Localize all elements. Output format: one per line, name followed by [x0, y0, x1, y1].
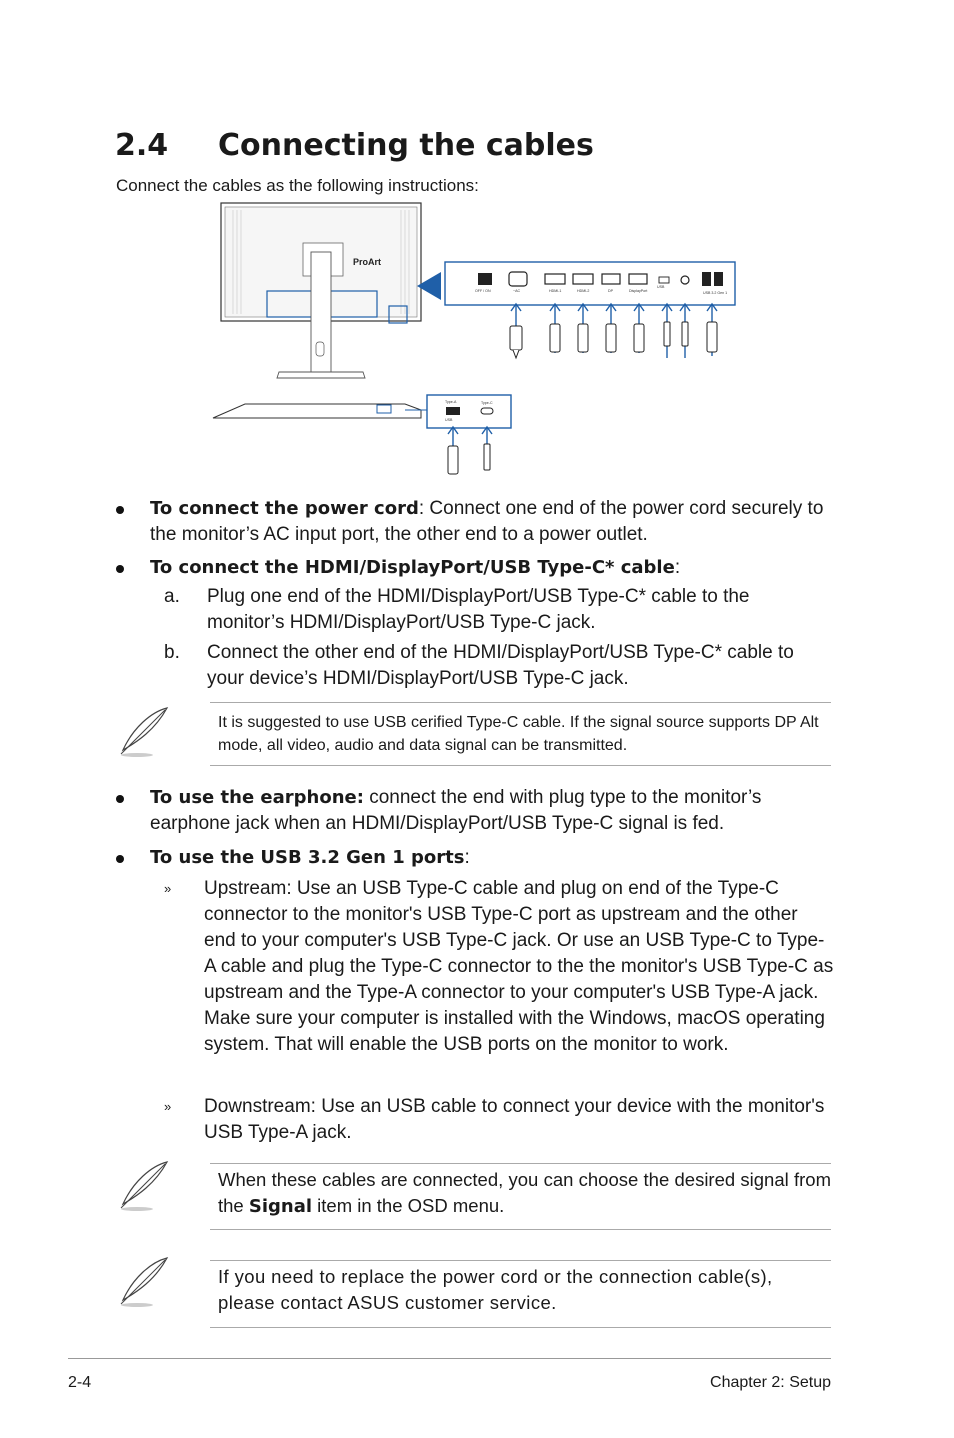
bullet-earphone [116, 785, 832, 837]
step-marker: b. [164, 642, 180, 663]
side-label-usb: USB [445, 418, 453, 422]
brand-logo: ProArt [353, 257, 382, 267]
rear-cables [510, 304, 717, 358]
bullet-hdmi-cable [116, 555, 832, 581]
bullet-label: To use the earphone: [150, 787, 364, 808]
list-marker: » [164, 1099, 172, 1114]
port-label-usb3: USB 3.2 Gen 1 [703, 291, 728, 295]
intro-text: Connect the cables as the following instructions: [116, 176, 479, 195]
side-label-type-c: Type-C [481, 401, 493, 405]
rear-port-panel [445, 262, 735, 305]
port-label-dp: DP [608, 289, 613, 293]
port-label-ac: ~AC [513, 289, 521, 293]
list-text: Upstream: Use an USB Type-C cable and plug on end of the Type-C connector to the monitor's USB Type-C port as upstream and the other end to your computer's USB Type-C jack. Or use an USB Type-C to Type-A cable and plug the Type-C connector to the the monitor's USB Type-C as upstream and the Type-A connector to your computer's USB Type-A jack. Make sure your computer is installed with the Windows, macOS operating system. That will enable the USB ports on the monitor to work. [204, 878, 834, 1055]
section-title: Connecting the cables [218, 128, 594, 163]
step-b [164, 640, 824, 692]
bullet-dot [116, 855, 124, 863]
section-number: 2.4 [115, 128, 169, 163]
bullet-label: To use the USB 3.2 Gen 1 ports [150, 847, 465, 868]
side-label-type-a: Type-A [445, 400, 457, 404]
usb-downstream-item [164, 1094, 834, 1146]
bullet-text: : Connect one end of the power cord securely to the monitor’s AC input port, the other end to a power outlet. [150, 498, 824, 545]
note-text [218, 1164, 831, 1229]
note-text-part: When these cables are connected, you can choose the desired signal from the [218, 1169, 831, 1216]
note-text: It is suggested to use USB cerified Type-C cable. If the signal source supports DP Alt mode, all video, audio and data signal can be transmitted. [218, 714, 819, 754]
port-label-hdmi1: HDMI-1 [549, 289, 562, 293]
bullet-text: : [464, 847, 470, 868]
note-text: If you need to replace the power cord or the connection cable(s), please contact ASUS customer service. [218, 1266, 773, 1313]
bullet-text: connect the end with plug type to the monitor’s earphone jack when an HDMI/DisplayPort/USB Type-C signal is fed. [150, 787, 762, 834]
page-number: 2-4 [68, 1374, 92, 1391]
note-power-replace [210, 1260, 831, 1328]
monitor-rear-illustration [221, 203, 421, 378]
bullet-dot [116, 795, 124, 803]
monitor-side-illustration [213, 395, 511, 474]
bullet-power-cord [116, 496, 832, 548]
bullet-usb-ports [116, 845, 832, 871]
signal-keyword: Signal [248, 1196, 313, 1217]
step-a [164, 584, 824, 636]
bullet-dot [116, 565, 124, 573]
usb-upstream-item [164, 876, 834, 1058]
bullet-dot [116, 506, 124, 514]
list-marker: » [164, 881, 172, 896]
port-label-hdmi2: HDMI-2 [577, 289, 590, 293]
bullet-label: To connect the power cord [150, 498, 419, 519]
note-feather-icon [115, 1160, 171, 1212]
footer-divider [68, 1358, 831, 1359]
bullet-text: : [674, 557, 681, 578]
note-text-part: item in the OSD menu. [312, 1195, 505, 1216]
port-label-usbc: USB [657, 285, 665, 289]
step-text: Plug one end of the HDMI/DisplayPort/USB Type-C* cable to the monitor’s HDMI/DisplayPort/USB Type-C jack. [207, 586, 750, 633]
note-feather-icon [115, 1256, 171, 1308]
note-signal [210, 1163, 831, 1230]
note-feather-icon [115, 706, 171, 758]
section-heading [115, 128, 594, 163]
port-label-power-switch: OFF / ON [475, 289, 491, 293]
list-text: Downstream: Use an USB cable to connect your device with the monitor's USB Type-A jack. [204, 1096, 825, 1143]
note-typec [210, 702, 831, 766]
step-text: Connect the other end of the HDMI/DisplayPort/USB Type-C* cable to your device’s HDMI/DisplayPort/USB Type-C jack. [207, 642, 794, 689]
chapter-label: Chapter 2: Setup [710, 1374, 831, 1391]
bullet-label: To connect the HDMI/DisplayPort/USB Type-C* cable [150, 557, 675, 578]
step-marker: a. [164, 586, 180, 607]
port-label-displayport: DisplayPort [629, 289, 648, 293]
cable-connection-figure [205, 198, 750, 498]
